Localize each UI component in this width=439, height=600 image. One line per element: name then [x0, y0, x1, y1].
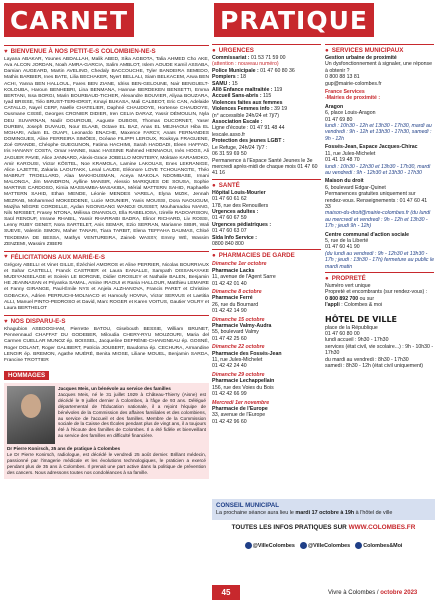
urgences-list — [212, 55, 321, 177]
info-line: gup@mairie-colombes.fr — [325, 80, 382, 87]
pharmacy-item: Dimanche 29 octobre Pharmacie Lechappellain 156, rue des Voies du Bois 01 42 42 66 99 — [212, 371, 275, 398]
sante-heading: ● SANTÉ — [212, 179, 321, 189]
carnet-title-box — [4, 3, 134, 37]
pharmacy-item: Dimanche 15 octobre Pharmacie Valmy-Audra 55, boulevard Valmy 01 47 42 25 60 — [212, 316, 272, 342]
proprete-list — [325, 283, 434, 309]
info-line: du mardi au vendredi : 8h30 - 17h30 — [325, 356, 409, 363]
info-line: lescale.asso.fr — [212, 131, 246, 138]
header-right — [210, 0, 439, 40]
pharmacy-item: Dimanche 22 octobre Pharmacie des Fossés-Jean 11, rue Jules-Michelet 01 42 42 24 40 — [212, 344, 282, 370]
urgences-heading: ● URGENCES — [212, 44, 321, 54]
info-line: (n° accessible 24h/24 et 7j/7) — [212, 112, 279, 119]
pharmacy-item: Mercredi 1er novembre Pharmacie de l'Europe 33, avenue de l'Europe 01 42 42 96 60 — [212, 399, 270, 425]
building-icon: ● — [325, 47, 329, 54]
social-facebook[interactable]: @VilleColombes — [245, 542, 295, 549]
naissances-heading: ♥ BIENVENUE À NOS PETIT-E-S COLOMBIEN-NE-S — [4, 45, 209, 55]
info-line: 01 47 60 80 00 — [325, 331, 360, 338]
info-line: Propreté et encombrants (sur rendez-vous) : — [325, 289, 428, 296]
info-line: (attention : nouveau numéro) — [212, 61, 279, 68]
heart-icon: ♥ — [4, 48, 8, 55]
hommages-heading: HOMMAGES — [4, 371, 49, 380]
social-app[interactable]: Colombes&Moi — [355, 542, 402, 549]
info-line: Le Refuge, 24h/24 7j/7 : — [212, 144, 268, 151]
facebook-icon — [245, 542, 252, 549]
naissances-list: Layana ABAKAR, Younes ABDALLAH, Malik ABED, Sika AGBOTA, Talia AHMED Cho AKE, Ava ALCON JORDAN, Noah AMRA-GARCIA, Salim AMBLOT, Islem AOUDE Kamil ASSABA, Damian AUGEARD, Martin AVELINO, Chedaly BACCOUCHE, Tyler BANDEIRA SEMEDO, Mathis BARBIER, Ines BATE, Lilia BECHAKER, Nyert BELLALI, Siam BELKACEM, Arwa BEN ACHI, Yanna BEN HALLOUL, Fares BEN ZIANE, Idriss BEN-GELOUNE, Nair BENGUELT-KOLOUBA, Haroun BENHEBRI, Lina BENMANA, Hannae BERDEKEN BENSETTI, Emma BERTANI, Issa BORGI, Marin BOURBAUD-TICHER, Alexandre BOUVIER, Aliyaa BOUZARA, Iyad BRISSE, Tiéo BRUST-TERHORST, Kmayi BUKASA, Mali CALBEOT, Eric CAN, Adelaide CATALLO, Nayel CERF, Naëlle CHATELIER, Daphné CHAUDOYE, Hortense CHAUDOYE, Ousmane CISSÉ, Georges CRONIER DIDIER, Iren CELIA DARAZ, Yassir DÉMOULIN, Nyla DEU SUVARNAN, Nadir DOUROUB, Auguste DUBOIS, Thomas DUCORNET, Yaser DURBIN, Joseph DUVAUD, Nour ELAAB, Octave EL BAZ, Anas EL MEJHAOUI Hiba EL MGHARI, Adam EL OUAFI, Leonardo ENACHE, Maxence FARCY, Anaïs FERNANDES DOMINGUES, Aline FERREIRA SIMÕES, Océane FILIPPI LEROUX, Rouksya FRAGUENE, Zoé GRANDE, Chéophe GUEGUNON, Fatima HACHIMI, Sarah HADDADI, Eleen HAFFAD, Iris HANANY COSTA, Omar HANNE, Isaac HASSINE Rahmed HENNAOUI, Inès HOOS, Ali JAGUER PAVIE, Alice JANNARD, Alexis-Grace JOBELLO MONTEIRY, Moktare KARAMOKO, Amir KAROUSI, Victor KÖSTEL, Noe KRAMOLA, Lamine LAKOUAS, Enes LEKRANIGE, Alice LAJETTE, Zakaria LAOUTAKK, Lenal LAUDE, Eléonore LOVE TCHOUANGTE, Théo MABRUT TROELLARD, Alaa MAKHOUSMAN, Aceya MAKOLA NDOMBASE, Imani MALONGA, Jim MANDRON, Aylline MANSIR, Alessio MARIQUES DE SOUSA, Sophie MARTINS CARDOSO, Kimia MASSAMBA-MASAKIBA, Mérial MATTERN SAHID, Raphaëlle MATTERN SAHID, Ethan MENDE, Léonie MENDES VARELA, Elyna MIZIK, Jennah MEZRAB, Mohammed MOKEDDENE, Lucie MOUNIER, Yanis MOUSSI, Dora NAOUGUM, Mazjha NÈGRE CORDELLE, Aydan NGONGANG WANDJI OUSSET, Mouhamadou NIANG, Nils NIRSBET, Frasey NTONA, Mélissa ONANOLO, Ella RABELIOSA, Izirelle RADOARISON, Saül RENOUF, Imrane RHABIL, Yassir RHARRABI BADRA, Elinor RICHARD, Liv ROSSI, Lenny RUBY GENET, Nora SARTELET, Anis SEMAR, Ezio SERRAN, Marianne SIBIR, Wali SUEVE, Valentin SIMON, Maher TANARI, Tiara TARBIT, Elena TEFFAHA DAUMAS, Chloé TEKDEMIA DE BESSA, Mathys VENTUREIRA, Zaineb WASSY, Emmy WÉ, Wassim ZENZEMI, Wassim ZIBERI — [4, 57, 209, 247]
pratique-title: PRATIQUE — [220, 5, 368, 35]
sante-list — [212, 190, 321, 248]
mariages-heading: ♥ FÉLICITATIONS AUX MARIÉ-E-S — [4, 251, 209, 261]
hommages-box — [4, 383, 209, 479]
footer — [0, 585, 439, 600]
heart-icon: ♥ — [4, 318, 8, 325]
pratique-title-box — [214, 3, 374, 37]
info-line: Protection des jeunes LGBT : — [212, 138, 285, 145]
deces-heading: ♥ NOS DISPARU-E-S — [4, 315, 209, 325]
mariages-list: Grégory ABELLI et Vinet GILLE, Ézéchiel AMOROS et Aline PERRIER, Nicolas BOURRIAUX et Sahar CASTELLI, Franck CASTRIER et Laura EANALLE, Sampath DISSANAYAKE MUDIYANSELAGE et Soirein LE BORGNE, Didier GROSLEY et Nathalie BALEN, Benjamin HE JEANNASAN et Priyanka SAMAL, Amine IRAOUI et Rania HALLOUR, Matthieu LEMAIRE et Fanny GIRANGE, Paul-Émile NYS et Anjela ALZHANOVA, Francis PARET et Christine GOBACKA, Adrien PERRUCHI-MOLNACO et Hamoufy HOVNA, Victor SERVUS et Laetitia ALLI, Manuel PINTO-PEDROSO et David, Marc ROGER et Karen VOITUS, Gautier VOLRY et Laura BERTHELOT — [4, 262, 209, 311]
heart-icon: ♥ — [4, 254, 8, 261]
services-list — [325, 55, 434, 87]
hommage-konirsch-title: Dr Pierre Konirsch, 35 ans de pratique à Colombes — [7, 446, 121, 452]
footer-text: Vivre à Colombes / octobre 2023 — [328, 589, 418, 596]
info-line: 0 800 892 700 ou sur — [325, 295, 375, 302]
header-left — [0, 0, 210, 40]
info-line: services (état civil, vie scolaire...) : 9h - 10h30 - 17h30 — [325, 343, 434, 357]
info-line: Permanence à l'Espace Santé Jeunes le 3e mercredi après-midi de chaque mois 01 47 60 41 16 — [212, 157, 318, 177]
left-column — [4, 42, 209, 479]
conseil-heading: CONSEIL MUNICIPAL — [216, 502, 280, 509]
proprete-heading: ● PROPRETÉ — [325, 272, 434, 282]
info-line: Violences Femmes info : 39 19 — [212, 106, 288, 113]
pharmacy-item: Dimanche 1er octobre Pharmacie Lacks 11, avenue de l'Agent Sarre 01 42 42 01 40 — [212, 261, 276, 287]
hotel-list — [325, 325, 434, 370]
right-column — [212, 42, 435, 425]
info-line: 0 800 88 13 81 — [325, 74, 360, 81]
france-services-list — [325, 104, 434, 270]
deces-list: Khagubion ASBOOGHAM, Pierrette BATOU, Gisebouth BESSIE, William BRUNET, Pennennaud CHAFFAT DU GODEBER, Miloudia CHERY-RYU MOUZOURI, Maria del Carmen CUELLAR MUNOZ ép. BOISSEL, Jacqueline DEFRÉNE-CHANGNEAU ép. GOSNÉ, Roger DOLANT, Roger GALIBERT, Patricia JOUBERT, Baudoïna ép. CECHURA, Armandine LENOIR ép. BREMON, Agathe MUÉRÉ, Benita MIOSE, Liliane MOUEL, Benjamin SARDA, Francine TROTTIER — [4, 327, 209, 363]
info-line: Violences faites aux femmes — [212, 99, 283, 106]
hommage-meis-text: Jacques Meis, un bénévole au service des familles Jacques Meis, né le 31 juillet 1929 à Château-Thierry (Aisne) est décédé le 9 juillet dernier à Colombes, à l'âge de 93 ans. Délégué départemental de l'Éducation nationale, il a rejoint l'équipe de bénévoles de la Commission des affaires familiales et des colombiens, au service de l'accueil et des familles. Membre de la Commission sociale de la Caisse des Écoles pendant plus de vingt ans, il a toujours été à l'écoute des familles de Colombes. Il a été fidèle et bienveillant au service des familles en difficulté financière. — [58, 386, 206, 439]
france-services: France Services -Mairies de proximité : — [325, 89, 381, 102]
info-line: Accueil Sans-abris : 115 — [212, 93, 272, 100]
app-icon — [355, 542, 362, 549]
hommage-meis — [7, 386, 206, 444]
info-line: Commissariat : 01 53 71 59 00 — [212, 55, 286, 61]
social-links — [212, 542, 435, 549]
info-line: Ligne d'écoute : 01 47 91 48 44 — [212, 125, 285, 132]
info-line: Association Escale : — [212, 119, 263, 126]
info-line: Urgences pédiatriques : — [212, 221, 272, 228]
info-line: Hôpital Louis-Mourier — [212, 189, 266, 196]
info-line: Pompiers : 18 — [212, 74, 247, 81]
twitter-icon — [300, 542, 307, 549]
info-line: 0800 840 800 — [212, 240, 244, 247]
conseil-text: La prochaine séance aura lieu le mardi 17 octobre à 19h à l'hôtel de ville — [216, 510, 393, 516]
info-line: 01 47 60 67 59 — [212, 215, 247, 222]
social-twitter[interactable]: @VilleColombes — [300, 542, 350, 549]
service-location: Fossés-Jean, Espace Jacques-Chirac 11, rue Jules-Michelet 01 41 19 48 70 lundi : 10h30 - 12h30 et 13h30 - 17h30, mardi au vendredi : 9h - 12h30 et 13h30 - 17h30 — [325, 144, 431, 176]
info-line: 01 47 60 63 07 — [212, 228, 247, 235]
recycle-icon: ● — [325, 275, 329, 282]
conseil-municipal-box — [212, 499, 435, 520]
pharmacies-list — [212, 261, 321, 425]
pharmacy-item: Dimanche 8 octobre Pharmacie Ferré 26, rue du Bournard 01 42 42 14 90 — [212, 289, 262, 315]
carnet-title: CARNET — [10, 5, 128, 35]
service-location: Aragon 6, place Louis-Aragon 01 47 69 80 lundi : 10h30 - 12h et 13h30 - 17h30, mardi au vendredi : 9h - 12h et 13h30 - 17h30, samedi : 9h - 12h — [325, 103, 432, 142]
pharmacies-heading: ● PHARMACIES DE GARDE — [212, 249, 321, 259]
info-line: Police Municipale : 01 47 60 80 36 — [212, 67, 295, 74]
info-line: SAMU : 15 — [212, 80, 238, 87]
portrait-photo — [7, 386, 55, 444]
services-heading: ● SERVICES MUNICIPAUX — [325, 44, 434, 54]
info-line: lundi accueil : 9h30 - 17h30 — [325, 337, 389, 344]
info-line: Sida Info Service : — [212, 234, 257, 241]
info-line: l'appli : Colombes & moi — [325, 302, 383, 309]
hotel-heading: HÔTEL DE VILLE — [325, 314, 398, 324]
right-col-a — [212, 42, 321, 425]
info-line: place de la République — [325, 324, 378, 331]
info-line: Gestion urbaine de proximité — [325, 55, 397, 61]
info-line: samedi : 8h30 - 12h (état civil uniquement) — [325, 363, 424, 370]
info-line: Numéro vert unique — [325, 283, 371, 289]
info-line: 01 47 60 61 62 — [212, 196, 247, 203]
website-link[interactable]: WWW.COLOMBES.FR — [348, 524, 416, 531]
info-line: 178, rue des Renouillers — [212, 202, 269, 209]
page-number: 45 — [212, 585, 240, 600]
info-line: Un dysfonctionnement à signaler, une réponse à obtenir ? — [325, 61, 432, 74]
info-line: 06 31 59 69 50 — [212, 151, 247, 158]
alert-icon: ● — [212, 47, 216, 54]
right-col-b — [325, 42, 434, 425]
service-location: Maison du droit 6, boulevard Edgar-Quinet Permanences gratuites uniquement sur rendez-vous. Renseignements : 01 47 60 41 33 maison-du-droit@mairie-colombes.fr (du lundi au mercredi et vendredi : 9h - 12h et 13h30 - 17h ; jeudi 9h - 12h) — [325, 178, 431, 230]
hommage-meis-title: Jacques Meis, un bénévole au service des familles — [58, 386, 171, 392]
health-icon: ● — [212, 181, 216, 189]
infos-pratiques: TOUTES LES INFOS PRATIQUES SUR WWW.COLOMBES.FR — [231, 524, 416, 531]
service-location: Centre communal d'action sociale 5, rue de la Liberté 01 47 60 41 90 (du lundi au vendredi : 9h - 12h30 et 13h30 - 17h ; jeudi : 13h30 - 17h) fermeture au public le mardi matin — [325, 231, 435, 270]
info-line: Urgences adultes : — [212, 208, 259, 215]
hommage-konirsch: Dr Pierre Konirsch, 35 ans de pratique à Colombes Le Dr Pierre Konirsch, radiologue, est décédé le vendredi 25 août dernier. Brillant médecin, passionné par l'imagerie médicale et les évolutions technologiques, le praticien a exercé pendant plus de 35 ans à Colombes. Il prenait une part active dans la politique de prévention des cancers. Nous adressons toutes nos condoléances à sa famille. — [7, 446, 206, 475]
pharmacy-icon: ● — [212, 252, 216, 260]
info-line: Allô Enfance maltraitée : 119 — [212, 87, 283, 94]
